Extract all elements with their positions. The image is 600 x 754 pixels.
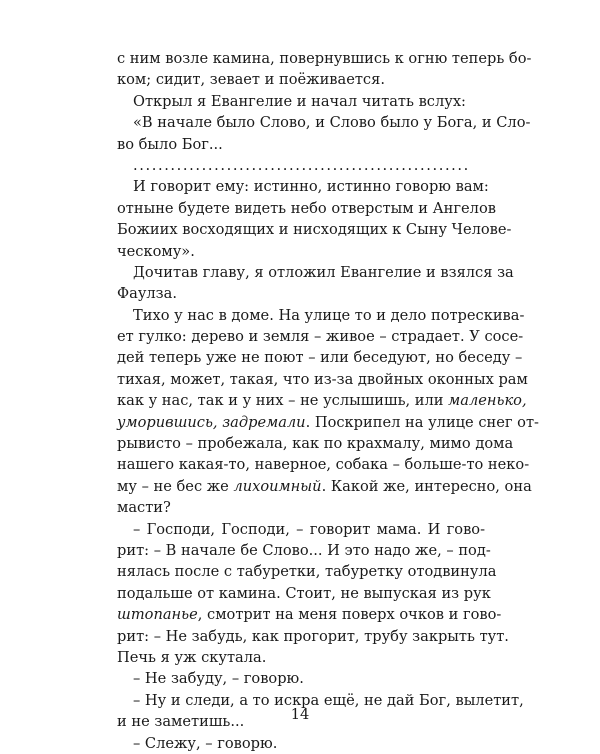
body-text <box>117 48 539 754</box>
text-line: – Слежу, – говорю. <box>133 734 278 752</box>
text-line: – Не забуду, – говорю. <box>133 670 304 688</box>
text-line: тихая, может, такая, что из-за двойных оконных рам <box>117 370 528 388</box>
text-line: и не заметишь... <box>117 713 245 731</box>
text-run: как у нас, так и у них – не услышишь, или <box>117 392 444 410</box>
italic-run: лихоимный <box>233 477 322 495</box>
text-line: во было Бог... <box>117 135 223 153</box>
text-line: рит: – В начале бе Слово... И это надо же, – под- <box>117 541 491 559</box>
italic-run: штопанье <box>117 606 198 624</box>
page-number: 14 <box>290 706 310 723</box>
text-run: му – не бес же <box>117 477 229 495</box>
text-line: «В начале было Слово, и Слово было у Бога, и Сло- <box>133 114 531 132</box>
text-line: Божиих восходящих и нисходящих к Сыну Челове- <box>117 221 512 239</box>
text-line: отныне будете видеть небо отверстым и Ангелов <box>117 199 496 217</box>
text-line: подальше от камина. Стоит, не выпуская из рук <box>117 584 491 602</box>
ellipsis-divider: ...................................................... <box>133 156 470 174</box>
text-line: Открыл я Евангелие и начал читать вслух: <box>133 92 466 110</box>
text-line: рывисто – пробежала, как по крахмалу, мимо дома <box>117 435 514 453</box>
text-line <box>117 390 527 411</box>
text-line: рит: – Не забудь, как прогорит, трубу закрыть тут. <box>117 627 509 645</box>
text-line: Дочитав главу, я отложил Евангелие и взялся за <box>133 263 514 281</box>
text-line: – Господи, Господи, – говорит мама. И гово- <box>133 520 485 538</box>
text-line: ет гулко: дерево и земля – живое – страдает. У сосе- <box>117 328 524 346</box>
text-line: Фаулза. <box>117 285 177 303</box>
text-line: с ним возле камина, повернувшись к огню теперь бо- <box>117 50 532 67</box>
text-line: – Ну и следи, а то искра ещё, не дай Бог, вылетит, <box>133 691 524 709</box>
text-line: нашего какая-то, наверное, собака – больше-то неко- <box>117 456 530 474</box>
text-line: дей теперь уже не поют – или беседуют, но беседу – <box>117 349 523 367</box>
text-line: Печь я уж скутала. <box>117 648 267 666</box>
text-run: . Поскрипел на улице снег от- <box>305 413 539 431</box>
text-line: Тихо у нас в доме. На улице то и дело потрескива- <box>133 306 525 324</box>
text-line: ческому». <box>117 242 195 260</box>
text-line: ком; сидит, зевает и поёживается. <box>117 71 385 89</box>
text-line <box>117 604 502 625</box>
italic-run: маленько, <box>448 392 527 410</box>
text-line: масти? <box>117 499 171 517</box>
text-line <box>117 476 532 497</box>
text-run: , смотрит на меня поверх очков и гово- <box>197 606 502 624</box>
text-run: . Какой же, интересно, она <box>321 477 532 495</box>
italic-run: уморившись, задремали <box>117 413 306 431</box>
text-line <box>117 412 539 433</box>
text-line: нялась после с табуретки, табуретку отодвинула <box>117 563 497 581</box>
text-line: И говорит ему: истинно, истинно говорю вам: <box>133 178 489 196</box>
